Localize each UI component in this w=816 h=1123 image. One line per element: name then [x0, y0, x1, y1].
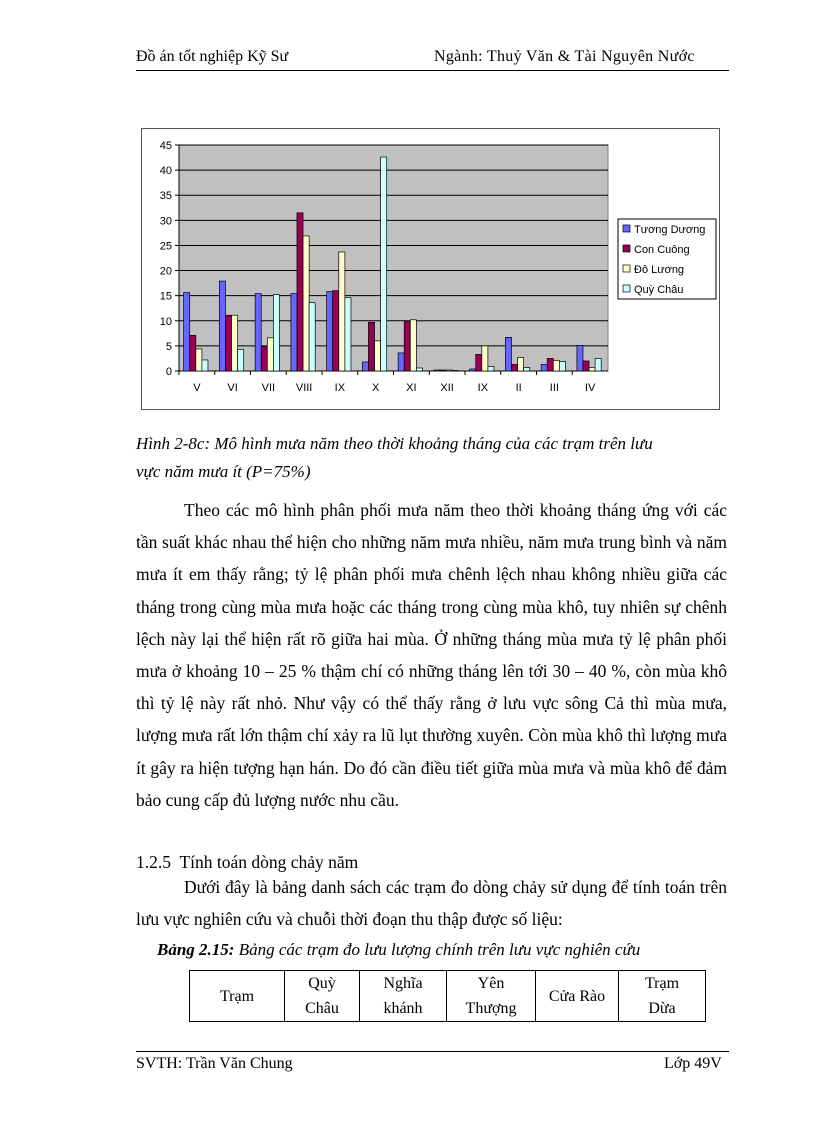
legend-swatch	[623, 245, 630, 252]
bar	[261, 347, 267, 371]
cell-text: Thượng	[465, 1000, 517, 1017]
x-tick-label: VIII	[295, 382, 313, 394]
section-heading	[136, 852, 358, 873]
x-tick-label: III	[549, 382, 559, 394]
legend-swatch	[623, 285, 630, 292]
bar	[488, 366, 494, 371]
body-text	[136, 494, 727, 816]
paragraph: Theo các mô hình phân phối mưa năm theo thời khoảng tháng ứng với các tần suất khác nhau thể hiện cho những năm mưa nhiều, năm mưa trung bình và năm mưa ít em thấy rằng; tỷ lệ phân phối mưa chênh lệch nhau không nhiều giữa các tháng trong cùng mùa mưa hoặc các tháng trong cùng mùa khô, tuy nhiên sự chênh lệch này lại thể hiện rất rõ giữa hai mùa. Ở những tháng mùa mưa tỷ lệ phân phối mưa ở khoảng 10 – 25 % thậm chí có những tháng lên tới 30 – 40 %, còn mùa khô thì tỷ lệ này rất nhỏ. Như vậy có thể thấy rằng ở lưu vực sông Cả thì mùa mưa, lượng mưa rất lớn thậm chí xảy ra lũ lụt thường xuyên. Còn mùa khô thì lượng mưa ít gây ra hiện tượng hạn hán. Do đó cần điều tiết giữa mùa mưa và mùa khô để đảm bảo cung cấp đủ lượng nước nhu cầu.	[136, 500, 727, 810]
table-header-cell	[619, 971, 706, 1022]
cell-text: Yên	[477, 975, 505, 992]
bar	[518, 357, 524, 371]
paragraph: Dưới đây là bảng danh sách các trạm đo dòng chảy sử dụng để tính toán trên lưu vực nghiên cứu và chuỗi thời đoạn thu thập được số liệu:	[136, 877, 727, 930]
bar	[232, 315, 238, 371]
bar	[273, 295, 279, 371]
footer-left: SVTH: Trần Văn Chung	[136, 1055, 293, 1072]
bar	[309, 303, 315, 371]
legend-label: Con Cuông	[634, 244, 690, 256]
legend-swatch	[623, 265, 630, 272]
y-tick-label: 25	[159, 240, 172, 253]
table-row	[190, 971, 706, 1022]
y-tick-label: 0	[165, 366, 172, 378]
x-tick-label: X	[371, 382, 380, 394]
section-number: 1.2.5	[136, 852, 171, 872]
header-rule	[136, 70, 729, 71]
x-tick-label: IX	[334, 382, 346, 394]
y-tick-label: 45	[159, 140, 172, 152]
bar	[362, 362, 368, 371]
bar	[190, 335, 196, 371]
body-text-2	[136, 871, 727, 935]
bar	[291, 294, 297, 371]
bar	[470, 369, 476, 371]
bar	[184, 293, 190, 371]
bar	[559, 361, 565, 371]
table-header-cell	[285, 971, 360, 1022]
bar	[505, 337, 511, 371]
table-header-cell: Cửa Rào	[536, 971, 619, 1022]
bar	[255, 294, 261, 371]
bar	[524, 367, 530, 371]
bar	[404, 322, 410, 371]
x-tick-label: VI	[227, 382, 238, 394]
y-tick-label: 10	[159, 315, 172, 328]
plot-area	[179, 145, 608, 371]
table-caption-label: Bảng 2.15:	[157, 940, 235, 959]
header-left: Đồ án tốt nghiệp Kỹ Sư	[136, 48, 289, 65]
legend-label: Đô Lương	[634, 264, 685, 276]
bar	[541, 364, 547, 371]
bar	[333, 291, 339, 371]
bar	[416, 368, 422, 371]
y-tick-label: 20	[159, 265, 172, 278]
bar	[327, 292, 333, 371]
rainfall-bar-chart	[142, 129, 719, 409]
chart-frame	[141, 128, 720, 410]
cell-text: Dừa	[648, 1000, 676, 1017]
section-title: Tính toán dòng chảy năm	[179, 852, 359, 872]
bar	[225, 315, 231, 371]
cell-text: Châu	[305, 1000, 339, 1017]
cell-text: Trạm	[644, 975, 680, 992]
header-right: Ngành: Thuỷ Văn & Tài Nguyên Nước	[434, 48, 695, 65]
bar	[595, 358, 601, 371]
x-tick-label: XI	[406, 382, 417, 394]
legend-swatch	[623, 225, 630, 232]
x-tick-label: VII	[261, 382, 276, 394]
footer-right: Lớp 49V	[664, 1055, 722, 1072]
bar	[511, 364, 517, 371]
bar	[267, 338, 273, 371]
bar	[196, 349, 202, 371]
x-tick-label: XII	[440, 382, 454, 394]
bar	[589, 367, 595, 371]
y-tick-label: 35	[159, 190, 172, 203]
bar	[553, 360, 559, 371]
table-header-cell	[447, 971, 536, 1022]
bar	[547, 358, 553, 371]
bar	[577, 345, 583, 371]
bar	[398, 353, 404, 371]
table-header-cell: Trạm	[190, 971, 285, 1022]
bar	[482, 346, 488, 371]
y-tick-label: 15	[159, 290, 172, 303]
bar	[345, 298, 351, 371]
bar	[452, 370, 458, 371]
x-tick-label: IX	[477, 382, 489, 394]
figure-caption-line1: Hình 2-8c: Mô hình mưa năm theo thời khoảng tháng của các trạm trên lưu	[136, 434, 653, 453]
bar	[410, 320, 416, 371]
figure-caption-line2: vực năm mưa ít (P=75%)	[136, 462, 311, 481]
y-tick-label: 5	[165, 340, 172, 353]
stations-table	[189, 970, 706, 1022]
bar	[440, 370, 446, 371]
bar	[303, 236, 309, 371]
bar	[219, 281, 225, 371]
bar	[583, 361, 589, 371]
cell-text: khánh	[383, 1000, 423, 1017]
footer-rule	[136, 1051, 729, 1052]
table-caption	[157, 940, 640, 960]
bar	[476, 354, 482, 371]
y-tick-label: 40	[159, 165, 172, 178]
cell-text: Quỳ	[308, 975, 336, 992]
bar	[375, 341, 381, 371]
bar	[238, 349, 244, 371]
x-tick-label: V	[193, 382, 201, 394]
y-tick-label: 30	[159, 215, 172, 228]
bar	[446, 370, 452, 371]
bar	[297, 213, 303, 371]
cell-text: Nghĩa	[383, 975, 423, 992]
bar	[202, 360, 208, 371]
bar	[339, 252, 345, 371]
table-caption-text: Bảng các trạm đo lưu lượng chính trên lưu vực nghiên cứu	[234, 940, 641, 959]
legend-label: Quỳ Châu	[634, 284, 684, 296]
bar	[434, 370, 440, 371]
x-tick-label: II	[515, 382, 522, 394]
bar	[368, 322, 374, 371]
bar	[381, 157, 387, 371]
x-tick-label: IV	[584, 382, 596, 394]
table-header-cell	[360, 971, 447, 1022]
legend-label: Tương Dương	[634, 224, 706, 236]
